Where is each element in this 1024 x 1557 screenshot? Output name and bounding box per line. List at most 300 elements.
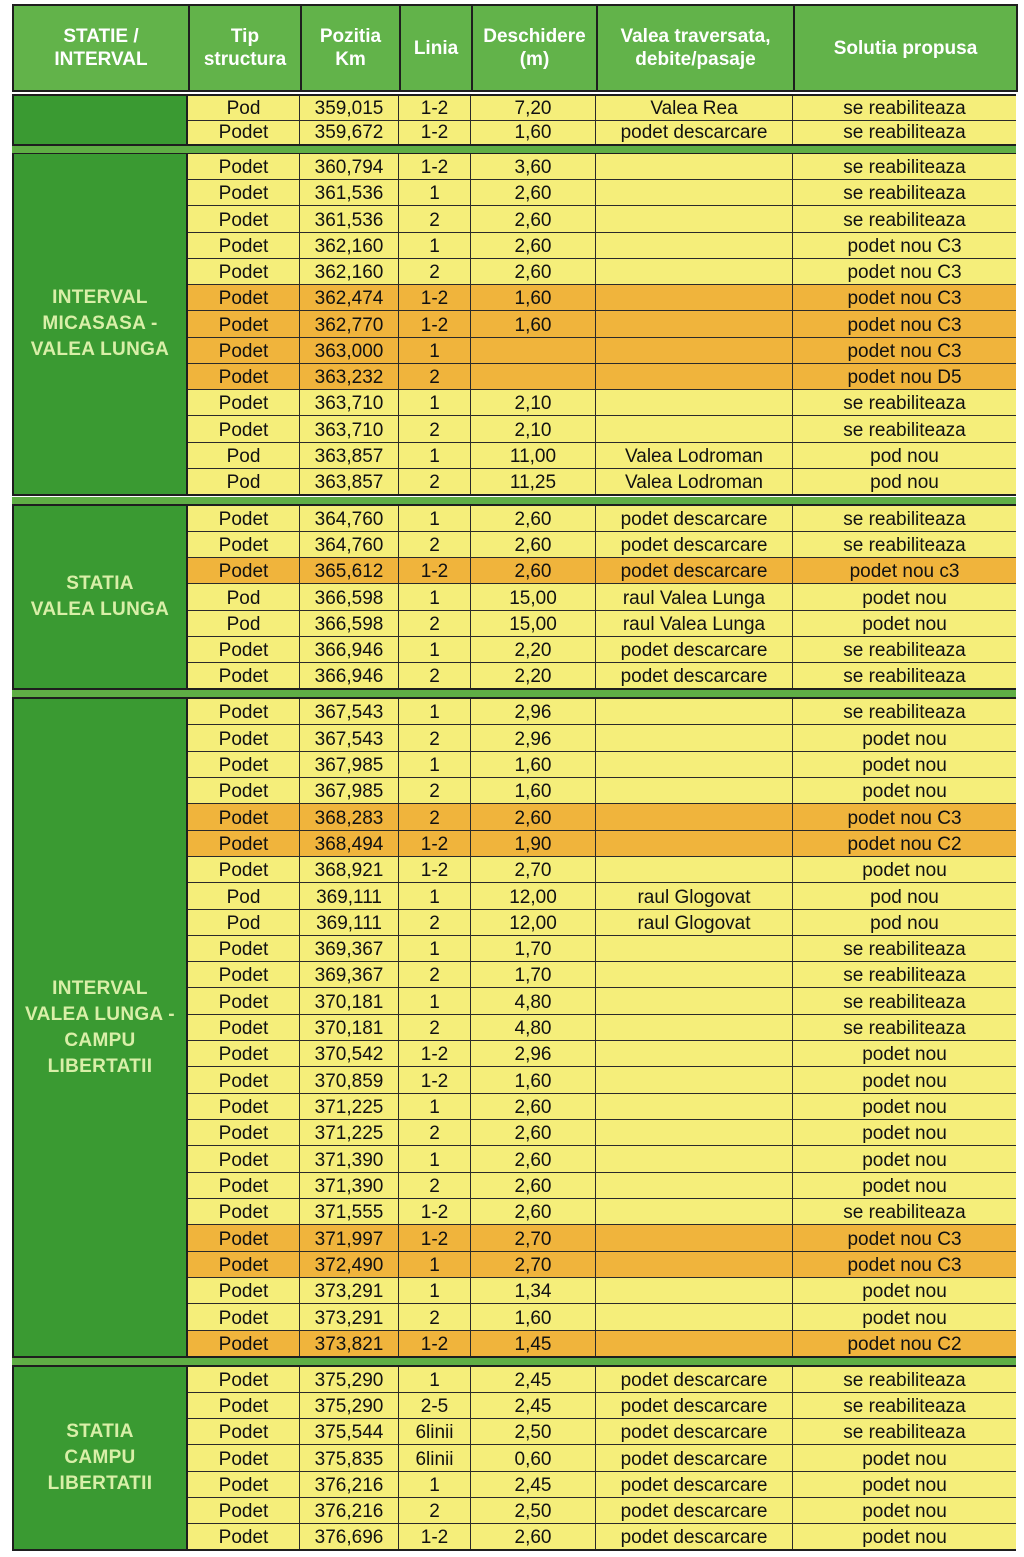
- cell-deschidere: 2,60: [471, 1173, 596, 1198]
- cell-tip: Podet: [188, 1094, 300, 1119]
- table-row: [188, 1393, 1016, 1419]
- cell-valea: [596, 1067, 793, 1092]
- table-row: [188, 962, 1016, 988]
- cell-linia: 2: [399, 469, 471, 494]
- cell-deschidere: 1,45: [471, 1331, 596, 1356]
- cell-km: 361,536: [300, 206, 399, 231]
- cell-deschidere: [471, 338, 596, 363]
- table-row: [188, 804, 1016, 830]
- cell-deschidere: 4,80: [471, 988, 596, 1013]
- cell-valea: [596, 1041, 793, 1066]
- cell-solutia: podet nou: [793, 1472, 1016, 1497]
- header-deschidere: Deschidere (m): [472, 5, 597, 91]
- cell-deschidere: 1,60: [471, 311, 596, 336]
- cell-km: 364,760: [300, 532, 399, 557]
- cell-km: 370,181: [300, 988, 399, 1013]
- cell-solutia: se reabiliteaza: [793, 416, 1016, 441]
- cell-km: 366,598: [300, 611, 399, 636]
- cell-tip: Podet: [188, 206, 300, 231]
- cell-tip: Podet: [188, 506, 300, 531]
- cell-valea: podet descarcare: [596, 663, 793, 688]
- cell-valea: [596, 1304, 793, 1329]
- cell-deschidere: 2,70: [471, 1252, 596, 1277]
- cell-km: 363,232: [300, 364, 399, 389]
- cell-solutia: se reabiliteaza: [793, 663, 1016, 688]
- cell-solutia: podet nou: [793, 1278, 1016, 1303]
- cell-km: 363,710: [300, 416, 399, 441]
- cell-valea: [596, 180, 793, 205]
- cell-deschidere: 2,45: [471, 1472, 596, 1497]
- cell-solutia: podet nou C3: [793, 233, 1016, 258]
- cell-km: 373,821: [300, 1331, 399, 1356]
- cell-valea: podet descarcare: [596, 532, 793, 557]
- cell-solutia: podet nou C3: [793, 285, 1016, 310]
- table-row: [188, 1067, 1016, 1093]
- cell-solutia: podet nou: [793, 611, 1016, 636]
- cell-tip: Podet: [188, 1445, 300, 1470]
- cell-tip: Podet: [188, 1173, 300, 1198]
- cell-linia: 2: [399, 416, 471, 441]
- cell-solutia: se reabiliteaza: [793, 936, 1016, 961]
- cell-solutia: podet nou C3: [793, 311, 1016, 336]
- table-row: [188, 936, 1016, 962]
- table-row: [188, 154, 1016, 180]
- cell-tip: Podet: [188, 1393, 300, 1418]
- cell-solutia: podet nou D5: [793, 364, 1016, 389]
- cell-tip: Pod: [188, 443, 300, 468]
- cell-tip: Podet: [188, 180, 300, 205]
- cell-km: 366,946: [300, 637, 399, 662]
- header-pozitia-km: Pozitia Km: [301, 5, 400, 91]
- cell-solutia: se reabiliteaza: [793, 506, 1016, 531]
- cell-tip: Podet: [188, 154, 300, 179]
- cell-tip: Podet: [188, 1015, 300, 1040]
- cell-solutia: pod nou: [793, 883, 1016, 908]
- section-group: [12, 1365, 1016, 1551]
- table-row: [188, 1120, 1016, 1146]
- cell-linia: 2: [399, 364, 471, 389]
- cell-valea: podet descarcare: [596, 637, 793, 662]
- table-row: [188, 1146, 1016, 1172]
- cell-km: 368,921: [300, 857, 399, 882]
- cell-km: 366,598: [300, 584, 399, 609]
- cell-deschidere: 2,10: [471, 390, 596, 415]
- cell-linia: 6linii: [399, 1419, 471, 1444]
- cell-valea: podet descarcare: [596, 506, 793, 531]
- cell-linia: 1-2: [399, 96, 471, 120]
- cell-km: 373,291: [300, 1304, 399, 1329]
- section-group: [12, 152, 1016, 496]
- cell-deschidere: 2,50: [471, 1498, 596, 1523]
- cell-tip: Podet: [188, 1524, 300, 1549]
- cell-valea: [596, 1173, 793, 1198]
- cell-km: 375,290: [300, 1367, 399, 1392]
- cell-solutia: se reabiliteaza: [793, 962, 1016, 987]
- cell-solutia: podet nou: [793, 1524, 1016, 1549]
- cell-deschidere: 2,96: [471, 699, 596, 724]
- cell-solutia: pod nou: [793, 910, 1016, 935]
- cell-solutia: podet nou C2: [793, 1331, 1016, 1356]
- cell-valea: [596, 1120, 793, 1145]
- cell-valea: raul Valea Lunga: [596, 584, 793, 609]
- table-row: [188, 1094, 1016, 1120]
- table-row: [188, 506, 1016, 532]
- cell-km: 363,000: [300, 338, 399, 363]
- table-row: [188, 778, 1016, 804]
- table-row: [188, 96, 1016, 121]
- cell-km: 375,290: [300, 1393, 399, 1418]
- section-label: STATIA VALEA LUNGA: [14, 506, 188, 688]
- cell-linia: 2: [399, 778, 471, 803]
- cell-deschidere: 4,80: [471, 1015, 596, 1040]
- cell-tip: Podet: [188, 311, 300, 336]
- cell-deschidere: 2,60: [471, 558, 596, 583]
- cell-linia: 1: [399, 1278, 471, 1303]
- table-row: [188, 725, 1016, 751]
- cell-valea: podet descarcare: [596, 558, 793, 583]
- cell-valea: [596, 831, 793, 856]
- cell-linia: 1: [399, 1367, 471, 1392]
- cell-valea: [596, 206, 793, 231]
- cell-linia: 1-2: [399, 154, 471, 179]
- table-row: [188, 1015, 1016, 1041]
- cell-tip: Podet: [188, 725, 300, 750]
- cell-linia: 2: [399, 725, 471, 750]
- cell-deschidere: 11,00: [471, 443, 596, 468]
- cell-solutia: podet nou: [793, 1094, 1016, 1119]
- cell-linia: 2: [399, 910, 471, 935]
- cell-tip: Podet: [188, 804, 300, 829]
- cell-deschidere: 2,10: [471, 416, 596, 441]
- cell-km: 359,672: [300, 121, 399, 145]
- cell-solutia: podet nou: [793, 584, 1016, 609]
- cell-valea: podet descarcare: [596, 1445, 793, 1470]
- table-row: [188, 338, 1016, 364]
- cell-deschidere: 1,60: [471, 121, 596, 145]
- table-row: [188, 988, 1016, 1014]
- cell-linia: 1: [399, 584, 471, 609]
- cell-linia: 1: [399, 637, 471, 662]
- table-row: [188, 233, 1016, 259]
- section-rows: [188, 699, 1016, 1356]
- cell-km: 368,494: [300, 831, 399, 856]
- cell-valea: [596, 1252, 793, 1277]
- cell-km: 362,474: [300, 285, 399, 310]
- cell-tip: Pod: [188, 96, 300, 120]
- table-row: [188, 1331, 1016, 1356]
- section-group: [12, 504, 1016, 690]
- cell-deschidere: 2,96: [471, 1041, 596, 1066]
- table-row: [188, 857, 1016, 883]
- cell-deschidere: 3,60: [471, 154, 596, 179]
- cell-linia: 1: [399, 988, 471, 1013]
- cell-valea: podet descarcare: [596, 1524, 793, 1549]
- table-row: [188, 1498, 1016, 1524]
- cell-km: 371,390: [300, 1173, 399, 1198]
- cell-valea: podet descarcare: [596, 1498, 793, 1523]
- cell-valea: [596, 988, 793, 1013]
- cell-valea: [596, 962, 793, 987]
- cell-linia: 1: [399, 180, 471, 205]
- cell-linia: 1-2: [399, 311, 471, 336]
- table-row: [188, 1472, 1016, 1498]
- cell-deschidere: 2,96: [471, 725, 596, 750]
- cell-linia: 1-2: [399, 1524, 471, 1549]
- table-row: [188, 443, 1016, 469]
- cell-km: 367,985: [300, 752, 399, 777]
- table-row: [188, 831, 1016, 857]
- cell-solutia: podet nou: [793, 1445, 1016, 1470]
- table-row: [188, 611, 1016, 637]
- cell-tip: Podet: [188, 1120, 300, 1145]
- table-row: [188, 663, 1016, 688]
- table-row: [188, 1225, 1016, 1251]
- cell-valea: [596, 778, 793, 803]
- cell-km: 369,367: [300, 936, 399, 961]
- cell-deschidere: 1,60: [471, 778, 596, 803]
- header-solutia-propusa: Solutia propusa: [794, 5, 1017, 91]
- table-row: [188, 1524, 1016, 1549]
- cell-tip: Podet: [188, 1225, 300, 1250]
- cell-km: 370,181: [300, 1015, 399, 1040]
- cell-tip: Podet: [188, 1199, 300, 1224]
- cell-valea: [596, 936, 793, 961]
- cell-deschidere: 11,25: [471, 469, 596, 494]
- cell-valea: podet descarcare: [596, 1419, 793, 1444]
- cell-tip: Pod: [188, 883, 300, 908]
- section-separator: [12, 146, 1016, 153]
- cell-solutia: podet nou C3: [793, 259, 1016, 284]
- table-row: [188, 1252, 1016, 1278]
- cell-km: 371,997: [300, 1225, 399, 1250]
- cell-tip: Podet: [188, 988, 300, 1013]
- cell-tip: Podet: [188, 1041, 300, 1066]
- cell-valea: podet descarcare: [596, 1393, 793, 1418]
- table-row: [188, 883, 1016, 909]
- cell-solutia: podet nou c3: [793, 558, 1016, 583]
- cell-deschidere: 2,50: [471, 1419, 596, 1444]
- cell-km: 376,216: [300, 1498, 399, 1523]
- cell-linia: 1-2: [399, 1225, 471, 1250]
- cell-valea: [596, 699, 793, 724]
- cell-valea: [596, 364, 793, 389]
- cell-solutia: se reabiliteaza: [793, 699, 1016, 724]
- cell-solutia: podet nou: [793, 1067, 1016, 1092]
- cell-tip: Podet: [188, 831, 300, 856]
- cell-linia: 2: [399, 962, 471, 987]
- cell-solutia: podet nou: [793, 857, 1016, 882]
- cell-valea: [596, 154, 793, 179]
- cell-deschidere: 1,70: [471, 936, 596, 961]
- cell-linia: 1: [399, 443, 471, 468]
- cell-tip: Podet: [188, 637, 300, 662]
- cell-tip: Podet: [188, 1498, 300, 1523]
- cell-deschidere: 2,60: [471, 1146, 596, 1171]
- cell-valea: raul Valea Lunga: [596, 611, 793, 636]
- cell-km: 365,612: [300, 558, 399, 583]
- cell-solutia: se reabiliteaza: [793, 637, 1016, 662]
- cell-valea: podet descarcare: [596, 121, 793, 145]
- section-separator: [12, 1358, 1016, 1365]
- cell-km: 366,946: [300, 663, 399, 688]
- cell-solutia: pod nou: [793, 443, 1016, 468]
- section-rows: [188, 154, 1016, 494]
- cell-solutia: podet nou: [793, 1498, 1016, 1523]
- table-row: [188, 637, 1016, 663]
- cell-tip: Podet: [188, 558, 300, 583]
- cell-deschidere: 2,60: [471, 1094, 596, 1119]
- cell-tip: Podet: [188, 233, 300, 258]
- cell-valea: [596, 1225, 793, 1250]
- cell-deschidere: 2,70: [471, 1225, 596, 1250]
- cell-solutia: podet nou: [793, 1173, 1016, 1198]
- cell-solutia: podet nou C3: [793, 1252, 1016, 1277]
- cell-solutia: se reabiliteaza: [793, 1199, 1016, 1224]
- cell-tip: Podet: [188, 416, 300, 441]
- section-separator: [12, 690, 1016, 697]
- cell-linia: 1: [399, 1094, 471, 1119]
- cell-valea: podet descarcare: [596, 1472, 793, 1497]
- cell-linia: 2: [399, 611, 471, 636]
- cell-tip: Podet: [188, 752, 300, 777]
- cell-km: 376,216: [300, 1472, 399, 1497]
- table-row: [188, 1445, 1016, 1471]
- cell-valea: [596, 752, 793, 777]
- cell-deschidere: 1,90: [471, 831, 596, 856]
- cell-tip: Podet: [188, 1278, 300, 1303]
- cell-tip: Podet: [188, 962, 300, 987]
- cell-deschidere: 2,60: [471, 506, 596, 531]
- cell-tip: Podet: [188, 1304, 300, 1329]
- cell-deschidere: 1,60: [471, 285, 596, 310]
- cell-deschidere: 2,60: [471, 1120, 596, 1145]
- cell-solutia: podet nou: [793, 1304, 1016, 1329]
- cell-solutia: podet nou: [793, 752, 1016, 777]
- cell-linia: 2: [399, 206, 471, 231]
- cell-deschidere: 15,00: [471, 611, 596, 636]
- cell-solutia: podet nou C3: [793, 338, 1016, 363]
- cell-km: 367,985: [300, 778, 399, 803]
- cell-valea: [596, 233, 793, 258]
- cell-deschidere: 1,60: [471, 1067, 596, 1092]
- table-row: [188, 910, 1016, 936]
- cell-linia: 2: [399, 1120, 471, 1145]
- cell-solutia: se reabiliteaza: [793, 1015, 1016, 1040]
- cell-deschidere: 2,60: [471, 532, 596, 557]
- table-row: [188, 1041, 1016, 1067]
- cell-deschidere: 2,45: [471, 1393, 596, 1418]
- cell-solutia: pod nou: [793, 469, 1016, 494]
- cell-valea: Valea Lodroman: [596, 469, 793, 494]
- cell-linia: 1-2: [399, 1331, 471, 1356]
- table-row: [188, 1278, 1016, 1304]
- cell-km: 361,536: [300, 180, 399, 205]
- cell-km: 359,015: [300, 96, 399, 120]
- cell-deschidere: 1,60: [471, 752, 596, 777]
- cell-deschidere: 2,60: [471, 1199, 596, 1224]
- cell-tip: Podet: [188, 778, 300, 803]
- cell-solutia: podet nou: [793, 1120, 1016, 1145]
- cell-km: 367,543: [300, 725, 399, 750]
- section-group: [12, 94, 1016, 146]
- cell-deschidere: 1,70: [471, 962, 596, 987]
- table-row: [188, 699, 1016, 725]
- table-row: [188, 180, 1016, 206]
- cell-deschidere: 15,00: [471, 584, 596, 609]
- cell-tip: Podet: [188, 364, 300, 389]
- cell-valea: [596, 725, 793, 750]
- section-group: [12, 697, 1016, 1358]
- cell-linia: 6linii: [399, 1445, 471, 1470]
- cell-km: 363,857: [300, 443, 399, 468]
- cell-linia: 2: [399, 532, 471, 557]
- cell-valea: [596, 1015, 793, 1040]
- cell-km: 373,291: [300, 1278, 399, 1303]
- section-rows: [188, 96, 1016, 144]
- cell-solutia: se reabiliteaza: [793, 1367, 1016, 1392]
- cell-tip: Podet: [188, 338, 300, 363]
- cell-linia: 1: [399, 1146, 471, 1171]
- cell-solutia: podet nou: [793, 1146, 1016, 1171]
- cell-linia: 1: [399, 936, 471, 961]
- cell-linia: 1-2: [399, 121, 471, 145]
- table-row: [188, 1367, 1016, 1393]
- cell-linia: 1: [399, 699, 471, 724]
- cell-valea: podet descarcare: [596, 1367, 793, 1392]
- cell-deschidere: 1,60: [471, 1304, 596, 1329]
- cell-linia: 2-5: [399, 1393, 471, 1418]
- cell-km: 369,367: [300, 962, 399, 987]
- cell-linia: 2: [399, 1015, 471, 1040]
- table-row: [188, 584, 1016, 610]
- section-label: [14, 96, 188, 144]
- cell-linia: 1-2: [399, 558, 471, 583]
- cell-linia: 2: [399, 259, 471, 284]
- table-row: [188, 1173, 1016, 1199]
- section-label: STATIA CAMPU LIBERTATII: [14, 1367, 188, 1549]
- header-tip-structura: Tip structura: [189, 5, 301, 91]
- cell-deschidere: 2,45: [471, 1367, 596, 1392]
- cell-valea: [596, 338, 793, 363]
- cell-tip: Podet: [188, 699, 300, 724]
- cell-linia: 2: [399, 1173, 471, 1198]
- cell-valea: [596, 1146, 793, 1171]
- cell-valea: raul Glogovat: [596, 883, 793, 908]
- table-row: [188, 364, 1016, 390]
- table-row: [188, 1304, 1016, 1330]
- cell-deschidere: 12,00: [471, 910, 596, 935]
- cell-km: 370,859: [300, 1067, 399, 1092]
- table-row: [188, 416, 1016, 442]
- cell-km: 371,555: [300, 1199, 399, 1224]
- cell-tip: Pod: [188, 910, 300, 935]
- cell-solutia: podet nou C3: [793, 1225, 1016, 1250]
- cell-tip: Podet: [188, 936, 300, 961]
- section-label: INTERVAL MICASASA - VALEA LUNGA: [14, 154, 188, 494]
- cell-tip: Podet: [188, 259, 300, 284]
- cell-linia: 2: [399, 804, 471, 829]
- cell-linia: 1-2: [399, 1041, 471, 1066]
- cell-valea: [596, 804, 793, 829]
- cell-deschidere: 2,60: [471, 233, 596, 258]
- table-row: [188, 469, 1016, 494]
- cell-solutia: podet nou C2: [793, 831, 1016, 856]
- cell-km: 362,770: [300, 311, 399, 336]
- table-header: [12, 4, 1018, 92]
- cell-solutia: se reabiliteaza: [793, 988, 1016, 1013]
- section-rows: [188, 1367, 1016, 1549]
- cell-km: 371,225: [300, 1094, 399, 1119]
